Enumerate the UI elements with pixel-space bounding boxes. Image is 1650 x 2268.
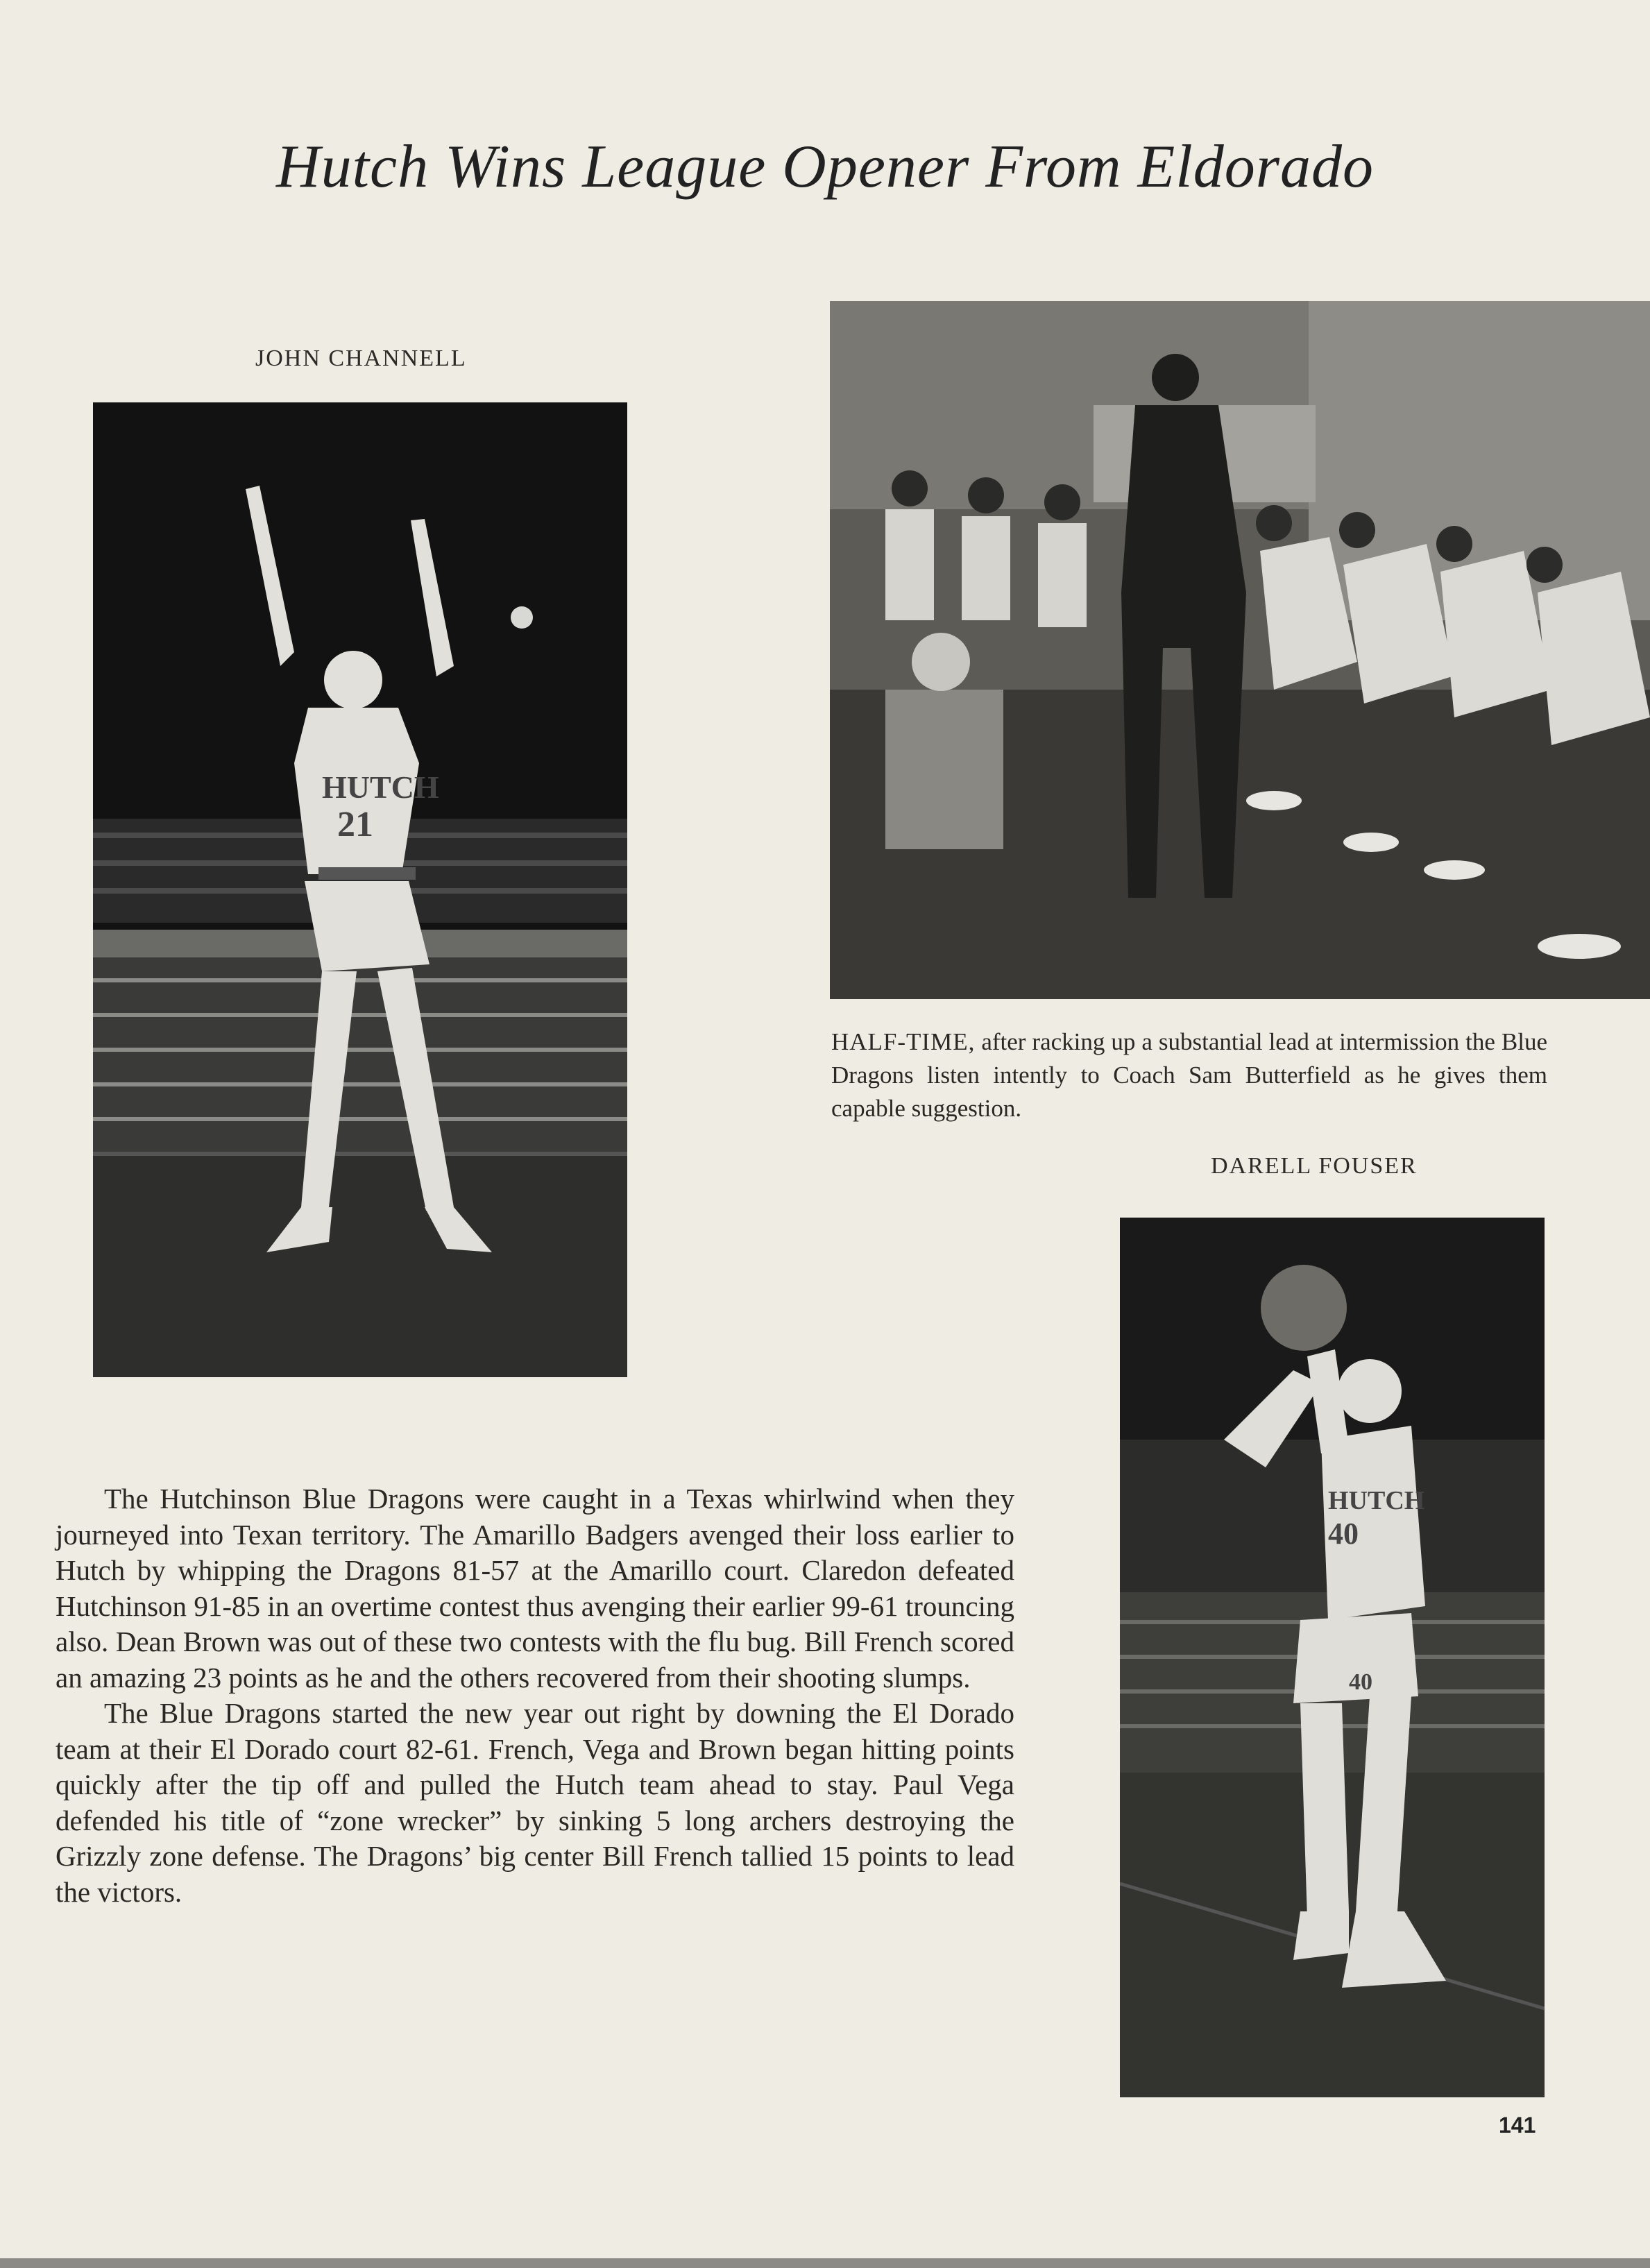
svg-text:HUTCH: HUTCH — [322, 769, 439, 805]
article-paragraph: The Blue Dragons started the new year out right by downing the El Dorado team at their El Dorado court 82-61. French, Vega and Brown began hitting points quickly after the tip off and pulled the Hutch team ahead to stay. Paul Vega defended his title of “zone wrecker” by sinking 5 long archers destroying the Grizzly zone defense. The Dragons’ big center Bill French tallied 15 points to lead the victors. — [56, 1697, 1014, 1908]
page-title: Hutch Wins League Opener From Eldorado — [276, 133, 1374, 201]
svg-text:HUTCH: HUTCH — [1328, 1486, 1425, 1515]
svg-text:40: 40 — [1328, 1517, 1359, 1551]
caption-lead: HALF-TIME, — [831, 1028, 976, 1055]
article-paragraph: The Hutchinson Blue Dragons were caught in a Texas whirlwind when they journeyed into Texan territory. The Amarillo Badgers avenged their loss earlier to Hutch by whipping the Dragons 81-57 at the Amarillo court. Claredon defeated Hutchinson 91-85 in an overtime contest thus avenging their earlier 99-61 trouncing also. Dean Brown was out of these two contests with the flu bug. Bill French scored an amazing 23 points as he and the others recovered from their shooting slumps. — [56, 1483, 1014, 1694]
player-shooting-illustration — [93, 402, 627, 1377]
svg-text:21: 21 — [337, 805, 373, 844]
photo-caption-half-time — [831, 1025, 1547, 1125]
photo-half-time-locker-room — [830, 301, 1650, 999]
locker-room-illustration — [830, 301, 1650, 999]
photo-name-label-fouser: DARELL FOUSER — [1211, 1153, 1418, 1179]
article-body — [56, 1481, 1014, 1910]
player-shooting-illustration-2 — [1120, 1218, 1545, 2097]
page-edge-divider — [0, 2258, 1650, 2268]
page-number: 141 — [1499, 2113, 1536, 2138]
photo-john-channell — [93, 402, 627, 1377]
photo-name-label-channell: JOHN CHANNELL — [255, 346, 467, 371]
photo-darell-fouser — [1120, 1218, 1545, 2097]
caption-text: after racking up a substantial lead at intermission the Blue Dragons listen intently to Coach Sam Butterfield as he gives them capable suggestion. — [831, 1028, 1547, 1122]
svg-text:40: 40 — [1349, 1669, 1372, 1695]
